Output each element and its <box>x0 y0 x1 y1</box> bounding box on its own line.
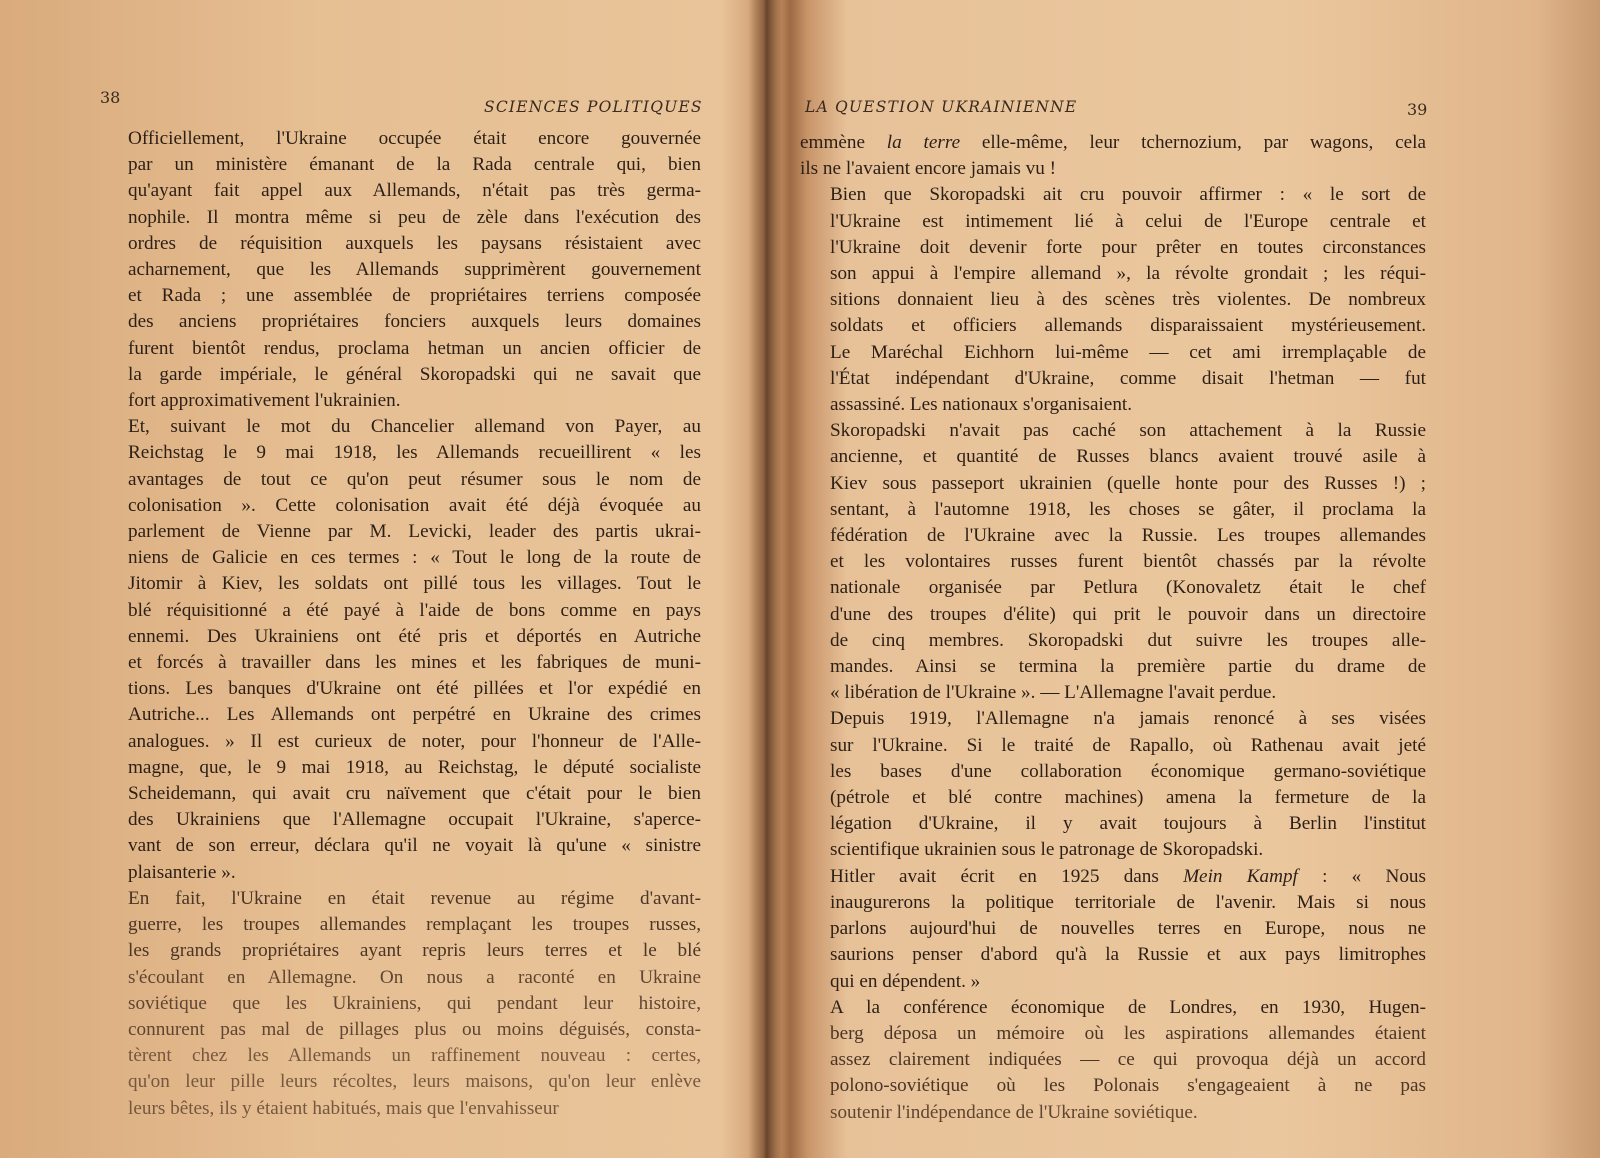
text-line: Depuis 1919, l'Allemagne n'a jamais renoncé à ses visées <box>830 708 1426 730</box>
text-line: l'Ukraine doit devenir forte pour prêter en toutes circonstances <box>830 236 1426 258</box>
text-line: qu'on leur pille leurs récoltes, leurs maisons, qu'on leur enlève <box>128 1071 701 1093</box>
paragraph <box>98 414 701 886</box>
text-line: ancienne, et quantité de Russes blancs avaient trouvé asile à <box>830 446 1426 468</box>
text-line: « libération de l'Ukraine ». — L'Allemagne l'avait perdue. <box>830 682 1277 704</box>
text-line: soldats et officiers allemands disparaissaient mystérieusement. <box>830 315 1426 337</box>
text-line: Kiev sous passeport ukrainien (quelle honte pour des Russes !) ; <box>830 472 1426 494</box>
text-line: assassiné. Les nationaux s'organisaient. <box>830 394 1133 416</box>
text-line: parlons aujourd'hui de nouvelles terres en Europe, nous ne <box>830 918 1426 940</box>
text-line: légation d'Ukraine, il y avait toujours à Berlin l'institut <box>830 813 1426 835</box>
text-line: et les volontaires russes furent bientôt chassés par la révolte <box>830 551 1426 573</box>
paragraph <box>800 130 1426 182</box>
text-line: sur l'Ukraine. Si le traité de Rapallo, où Rathenau avait jeté <box>830 734 1426 756</box>
text-line: magne, que, le 9 mai 1918, au Reichstag, le député socialiste <box>128 756 701 778</box>
text-line: analogues. » Il est curieux de noter, pour l'honneur de l'Alle- <box>128 730 701 752</box>
text-line: Et, suivant le mot du Chancelier allemand von Payer, au <box>128 416 701 438</box>
paragraph <box>800 864 1426 995</box>
text-line: mandes. Ainsi se termina la première partie du drame de <box>830 656 1426 678</box>
left-page <box>0 0 760 1158</box>
text-line: emmène la terre elle-même, leur tchernozium, par wagons, cela <box>800 132 1426 153</box>
text-line: la garde impériale, le général Skoropadski qui ne savait que <box>128 363 701 385</box>
text-line: vant de son erreur, déclara qu'il ne voyait là qu'une « sinistre <box>128 835 701 857</box>
paragraph <box>98 126 701 414</box>
text-line: plaisanterie ». <box>128 861 236 883</box>
text-line: Le Maréchal Eichhorn lui-même — cet ami irremplaçable de <box>830 341 1426 363</box>
text-line: son appui à l'empire allemand », la révolte grondait ; les réqui- <box>830 263 1426 285</box>
text-line: nophile. Il montra même si peu de zèle dans l'exécution des <box>128 206 701 228</box>
text-line: qu'ayant fait appel aux Allemands, n'était pas très germa- <box>128 180 701 202</box>
text-line: qui en dépendent. » <box>830 970 981 992</box>
text-line: leurs bêtes, ils y étaient habitués, mais que l'envahisseur <box>128 1097 559 1119</box>
text-line: sentant, à l'automne 1918, les choses se gâter, il proclama la <box>830 498 1426 520</box>
text-line: de cinq membres. Skoropadski dut suivre les troupes alle- <box>830 629 1426 651</box>
running-head-right: LA QUESTION UKRAINIENNE <box>805 98 1078 116</box>
text-line: s'écoulant en Allemagne. On nous a raconté en Ukraine <box>128 966 701 988</box>
paragraph <box>800 706 1426 863</box>
text-line: l'Ukraine est intimement lié à celui de l'Europe centrale et <box>830 210 1426 232</box>
text-line: polono-soviétique où les Polonais s'engageaient à ne pas <box>830 1075 1426 1097</box>
text-line: inaugurerons la politique territoriale de l'avenir. Mais si nous <box>830 891 1426 913</box>
text-line: des anciens propriétaires fonciers auxquels leurs domaines <box>128 311 701 333</box>
text-line: ordres de réquisition auxquels les paysans résistaient avec <box>128 232 701 254</box>
text-line: Reichstag le 9 mai 1918, les Allemands recueillirent « les <box>128 442 701 464</box>
text-line: scientifique ukrainien sous le patronage de Skoropadski. <box>830 839 1264 861</box>
text-line: fédération de l'Ukraine avec la Russie. Les troupes allemandes <box>830 525 1426 547</box>
text-line: ennemi. Des Ukrainiens ont été pris et déportés en Autriche <box>128 625 701 647</box>
italic-phrase: Mein Kampf <box>1183 865 1298 887</box>
text-line: par un ministère émanant de la Rada centrale qui, bien <box>128 154 701 176</box>
text-line: les grands propriétaires ayant repris leurs terres et le blé <box>128 940 701 962</box>
text-line: d'une des troupes d'élite) qui prit le pouvoir dans un directoire <box>830 603 1426 625</box>
text-line: avantages de tout ce qu'on peut résumer sous le nom de <box>128 468 701 490</box>
right-page-text <box>800 130 1426 1126</box>
italic-phrase: la terre <box>886 132 961 153</box>
right-page <box>770 0 1600 1158</box>
running-head-left: SCIENCES POLITIQUES <box>484 98 703 116</box>
text-line: furent bientôt rendus, proclama hetman un ancien officier de <box>128 337 701 359</box>
text-line: A la conférence économique de Londres, en 1930, Hugen- <box>830 996 1426 1018</box>
text-line: Jitomir à Kiev, les soldats ont pillé tous les villages. Tout le <box>128 573 701 595</box>
text-line: acharnement, que les Allemands supprimèrent gouvernement <box>128 259 701 281</box>
text-line: et Rada ; une assemblée de propriétaires terriens composée <box>128 285 701 307</box>
text-line: les bases d'une collaboration économique germano-soviétique <box>830 760 1426 782</box>
paragraph <box>800 995 1426 1126</box>
text-line: tèrent chez les Allemands un raffinement nouveau : certes, <box>128 1045 701 1067</box>
text-line: soutenir l'indépendance de l'Ukraine soviétique. <box>830 1101 1198 1123</box>
text-line: berg déposa un mémoire où les aspirations allemandes étaient <box>830 1022 1426 1044</box>
text-line: fort approximativement l'ukrainien. <box>128 390 401 412</box>
paragraph <box>800 182 1426 418</box>
left-page-text <box>98 126 701 1122</box>
text-line: Officiellement, l'Ukraine occupée était encore gouvernée <box>128 128 701 149</box>
page-number-right: 39 <box>1407 100 1428 119</box>
text-line: saurions penser d'abord qu'à la Russie et aux pays limitrophes <box>830 944 1426 966</box>
text-line: niens de Galicie en ces termes : « Tout le long de la route de <box>128 547 701 569</box>
text-line: l'État indépendant d'Ukraine, comme disait l'hetman — fut <box>830 367 1426 389</box>
text-line: nationale organisée par Petlura (Konovaletz était le chef <box>830 577 1426 599</box>
text-line: Bien que Skoropadski ait cru pouvoir affirmer : « le sort de <box>830 184 1426 206</box>
text-line: Scheidemann, qui avait cru naïvement que c'était pour le bien <box>128 783 701 805</box>
text-line: soviétique que les Ukrainiens, qui pendant leur histoire, <box>128 992 701 1014</box>
text-line: Hitler avait écrit en 1925 dans Mein Kampf : « Nous <box>830 865 1426 887</box>
text-line: et forcés à travailler dans les mines et les fabriques de muni- <box>128 652 701 674</box>
text-line: des Ukrainiens que l'Allemagne occupait l'Ukraine, s'aperce- <box>128 809 701 831</box>
page-number-left: 38 <box>100 88 121 107</box>
text-line: (pétrole et blé contre machines) amena la fermeture de la <box>830 787 1426 809</box>
text-line: assez clairement indiquées — ce qui provoqua déjà un accord <box>830 1049 1426 1071</box>
text-line: parlement de Vienne par M. Levicki, leader des partis ukrai- <box>128 521 701 543</box>
text-line: En fait, l'Ukraine en était revenue au régime d'avant- <box>128 887 701 909</box>
paragraph <box>98 886 701 1122</box>
paragraph <box>800 418 1426 706</box>
text-line: Skoropadski n'avait pas caché son attachement à la Russie <box>830 420 1426 442</box>
text-line: Autriche... Les Allemands ont perpétré en Ukraine des crimes <box>128 704 701 726</box>
text-line: sitions donnaient lieu à des scènes très violentes. De nombreux <box>830 289 1426 311</box>
text-line: tions. Les banques d'Ukraine ont été pillées et l'or expédié en <box>128 678 701 700</box>
text-line: blé réquisitionné a été payé à l'aide de bons comme en pays <box>128 599 701 621</box>
text-line: guerre, les troupes allemandes remplaçant les troupes russes, <box>128 914 701 936</box>
text-line: ils ne l'avaient encore jamais vu ! <box>800 158 1056 180</box>
text-line: colonisation ». Cette colonisation avait été déjà évoquée au <box>128 494 701 516</box>
text-line: connurent pas mal de pillages plus ou moins déguisés, consta- <box>128 1018 701 1040</box>
